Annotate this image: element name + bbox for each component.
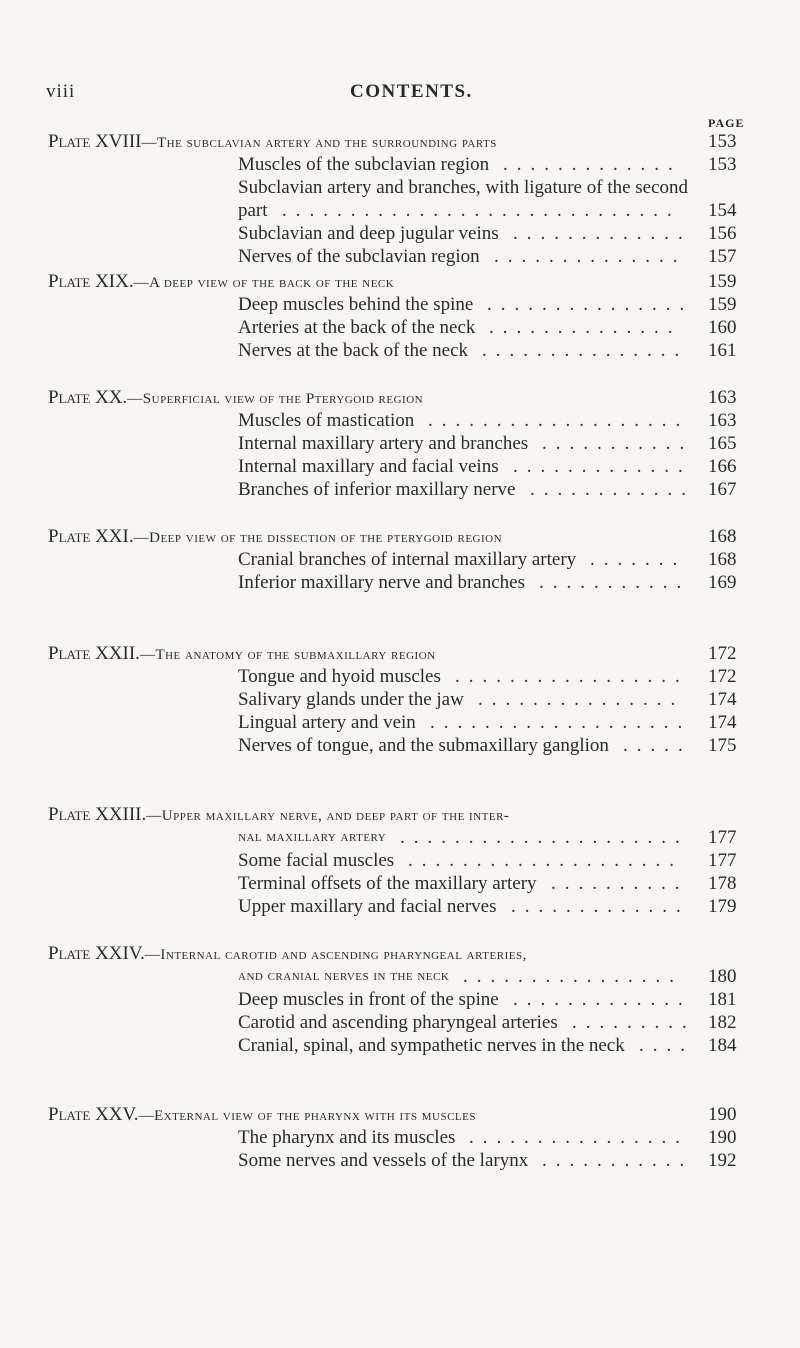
entry-text: Cranial, spinal, and sympathetic nerves in the neck <box>238 1035 625 1056</box>
plate-heading-line <box>48 130 768 153</box>
entry-line <box>48 711 768 734</box>
dot-leader: .... <box>639 1035 694 1056</box>
entry-text: Branches of inferior maxillary nerve <box>238 479 516 500</box>
dot-leader: ......... <box>572 1012 696 1033</box>
plate-title: —Internal carotid and ascending pharyngeal arteries, <box>144 947 527 963</box>
running-head: CONTENTS. <box>350 81 473 102</box>
dot-leader: ............. <box>513 456 692 477</box>
entry-text: Muscles of the subclavian region <box>238 154 490 175</box>
plate-heading <box>48 130 497 155</box>
plate-heading <box>48 1103 476 1128</box>
entry-line <box>48 872 768 895</box>
entry-text: Internal maxillary artery and branches <box>238 433 529 454</box>
page-reference: 190 <box>708 1127 737 1148</box>
page-reference: 163 <box>708 410 737 431</box>
entry-line <box>48 1034 768 1057</box>
plate-heading <box>48 942 527 967</box>
plate-heading-line <box>48 642 768 665</box>
entry-line <box>48 548 768 571</box>
page-reference: 178 <box>708 873 737 894</box>
dot-leader: ........... <box>539 572 691 593</box>
entry-line <box>48 895 768 918</box>
plate-entry <box>48 803 768 918</box>
plate-entry <box>48 130 768 268</box>
entry-text: part <box>238 200 268 221</box>
page-reference: 153 <box>708 154 737 175</box>
plate-label: Plate XXV. <box>48 1104 139 1125</box>
page-number: viii <box>46 81 76 102</box>
dot-leader: ............. <box>511 896 690 917</box>
dot-leader: ............... <box>487 294 694 315</box>
entry-line <box>48 339 768 362</box>
dot-leader: ............. <box>513 989 692 1010</box>
entry-text: Some nerves and vessels of the larynx <box>238 1150 529 1171</box>
dot-leader: .............. <box>489 317 682 338</box>
entry-text: Tongue and hyoid muscles <box>238 666 441 687</box>
plate-entry <box>48 386 768 501</box>
page-reference: 163 <box>708 387 737 408</box>
plate-heading <box>48 270 394 295</box>
plate-heading <box>48 386 423 411</box>
entry-line <box>48 1126 768 1149</box>
plate-label: Plate XVIII <box>48 131 142 152</box>
dot-leader: .................... <box>408 850 683 871</box>
page-reference: 181 <box>708 989 737 1010</box>
entry-line <box>48 176 768 199</box>
entry-line <box>48 316 768 339</box>
plate-title-continuation: and cranial nerves in the neck <box>238 968 450 984</box>
page-reference: 172 <box>708 643 737 664</box>
entry-line <box>48 245 768 268</box>
entry-text: Upper maxillary and facial nerves <box>238 896 497 917</box>
entry-text: Nerves of the subclavian region <box>238 246 480 267</box>
entry-line <box>48 988 768 1011</box>
entry-text: Deep muscles in front of the spine <box>238 989 499 1010</box>
plate-entry <box>48 1103 768 1172</box>
entry-text: Cranial branches of internal maxillary artery <box>238 549 577 570</box>
plate-title: —Superficial view of the Pterygoid region <box>127 391 424 407</box>
page-reference: 160 <box>708 317 737 338</box>
page-reference: 174 <box>708 689 737 710</box>
entry-line <box>48 665 768 688</box>
dot-leader: ................. <box>455 666 689 687</box>
page-reference: 184 <box>708 1035 737 1056</box>
entry-text: Inferior maxillary nerve and branches <box>238 572 525 593</box>
entry-text: Internal maxillary and facial veins <box>238 456 499 477</box>
entry-line <box>48 153 768 176</box>
entry-text: Deep muscles behind the spine <box>238 294 474 315</box>
entry-line <box>48 222 768 245</box>
plate-label: Plate XIX. <box>48 271 134 292</box>
dot-leader: ................ <box>463 966 683 987</box>
page-reference: 156 <box>708 223 737 244</box>
dot-leader: ................... <box>428 410 690 431</box>
page-reference: 177 <box>708 850 737 871</box>
dot-leader: ................... <box>430 712 692 733</box>
entry-text: Salivary glands under the jaw <box>238 689 464 710</box>
plate-heading-continuation <box>48 826 768 849</box>
plate-label: Plate XXIII. <box>48 804 147 825</box>
entry-line <box>48 478 768 501</box>
page-reference: 157 <box>708 246 737 267</box>
entry-line <box>48 734 768 757</box>
entry-line <box>48 1011 768 1034</box>
plate-heading <box>48 525 502 550</box>
entry-text: Lingual artery and vein <box>238 712 416 733</box>
dot-leader: ........... <box>542 1150 694 1171</box>
plate-label: Plate XX. <box>48 387 128 408</box>
dot-leader: ....... <box>590 549 687 570</box>
plate-heading <box>48 803 509 828</box>
entry-line <box>48 688 768 711</box>
plate-title: —The subclavian artery and the surrounding parts <box>141 135 497 151</box>
entry-line <box>48 432 768 455</box>
plate-title-continuation: nal maxillary artery <box>238 829 387 845</box>
entry-text: Terminal offsets of the maxillary artery <box>238 873 537 894</box>
dot-leader: ............ <box>530 479 695 500</box>
plate-title: —Upper maxillary nerve, and deep part of the inter- <box>146 808 510 824</box>
page-reference: 166 <box>708 456 737 477</box>
page-reference: 165 <box>708 433 737 454</box>
page-reference: 161 <box>708 340 737 361</box>
plate-title: —A deep view of the back of the neck <box>133 275 395 291</box>
entry-text: Nerves at the back of the neck <box>238 340 469 361</box>
page-reference: 174 <box>708 712 737 733</box>
dot-leader: ............................. <box>282 200 681 221</box>
plate-entry <box>48 642 768 757</box>
entry-text: The pharynx and its muscles <box>238 1127 456 1148</box>
plate-label: Plate XXIV. <box>48 943 145 964</box>
entry-line <box>48 571 768 594</box>
entry-line <box>48 1149 768 1172</box>
dot-leader: ..... <box>623 735 692 756</box>
plate-entry <box>48 270 768 362</box>
plate-title: —Deep view of the dissection of the pterygoid region <box>133 530 503 546</box>
dot-leader: ..................... <box>400 827 689 848</box>
page-reference: 175 <box>708 735 737 756</box>
plate-entry <box>48 942 768 1057</box>
page-reference: 167 <box>708 479 737 500</box>
page-reference: 182 <box>708 1012 737 1033</box>
page-reference: 177 <box>708 827 737 848</box>
page-reference: 179 <box>708 896 737 917</box>
page-reference: 154 <box>708 200 737 221</box>
plate-label: Plate XXII. <box>48 643 140 664</box>
entry-line <box>48 293 768 316</box>
plate-title: —External view of the pharynx with its muscles <box>138 1108 476 1124</box>
page-reference: 190 <box>708 1104 737 1125</box>
page-reference: 159 <box>708 271 737 292</box>
entry-text: Some facial muscles <box>238 850 395 871</box>
entry-line <box>48 409 768 432</box>
page-reference: 159 <box>708 294 737 315</box>
page-reference: 168 <box>708 526 737 547</box>
plate-heading-line <box>48 386 768 409</box>
plate-heading-line <box>48 270 768 293</box>
dot-leader: ........... <box>542 433 694 454</box>
plate-heading-line <box>48 525 768 548</box>
page-reference: 169 <box>708 572 737 593</box>
page-reference: 172 <box>708 666 737 687</box>
dot-leader: ................ <box>469 1127 689 1148</box>
plate-heading-line <box>48 803 768 826</box>
dot-leader: ............... <box>482 340 689 361</box>
page-reference: 192 <box>708 1150 737 1171</box>
page-reference: 180 <box>708 966 737 987</box>
plate-heading-line <box>48 1103 768 1126</box>
dot-leader: ............. <box>503 154 682 175</box>
entry-text: Carotid and ascending pharyngeal arteries <box>238 1012 558 1033</box>
page-reference: 153 <box>708 131 737 152</box>
dot-leader: ............. <box>513 223 692 244</box>
entry-line <box>48 199 768 222</box>
plate-heading <box>48 642 436 667</box>
entry-line <box>48 455 768 478</box>
plate-label: Plate XXI. <box>48 526 134 547</box>
entry-text: Subclavian and deep jugular veins <box>238 223 499 244</box>
dot-leader: .......... <box>551 873 689 894</box>
page-reference: 168 <box>708 549 737 570</box>
entry-text: Arteries at the back of the neck <box>238 317 476 338</box>
plate-heading-continuation <box>48 965 768 988</box>
entry-text: Muscles of mastication <box>238 410 415 431</box>
entry-line <box>48 849 768 872</box>
dot-leader: .............. <box>494 246 687 267</box>
plate-heading-line <box>48 942 768 965</box>
entry-text: Subclavian artery and branches, with ligature of the second <box>238 177 689 198</box>
dot-leader: ............... <box>478 689 685 710</box>
entry-text: Nerves of tongue, and the submaxillary ganglion <box>238 735 609 756</box>
page-column-label: PAGE <box>708 116 745 130</box>
plate-entry <box>48 525 768 594</box>
plate-title: —The anatomy of the submaxillary region <box>139 647 436 663</box>
